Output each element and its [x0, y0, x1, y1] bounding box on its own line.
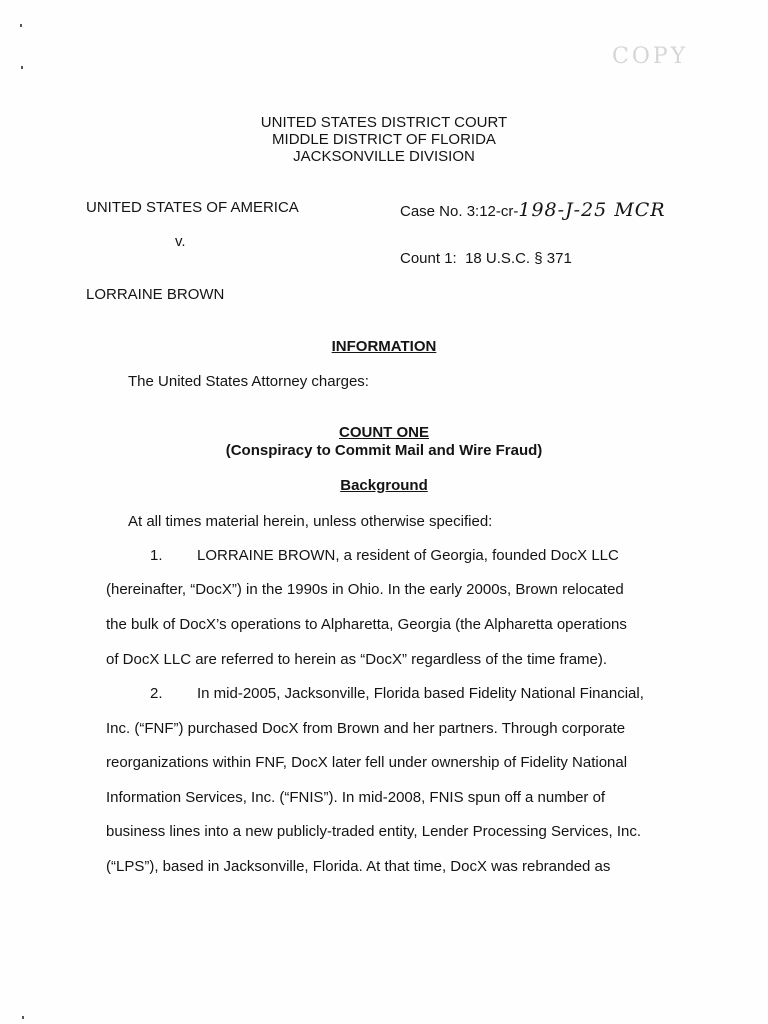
- document-title: INFORMATION: [331, 338, 437, 355]
- count-heading: COUNT ONE: [339, 424, 429, 441]
- court-district: MIDDLE DISTRICT OF FLORIDA: [272, 131, 496, 148]
- court-division: JACKSONVILLE DIVISION: [293, 148, 475, 165]
- defendant-name: LORRAINE BROWN: [86, 286, 225, 303]
- case-number-label: Case No. 3:12-cr-: [400, 203, 519, 220]
- paragraph-line: business lines into a new publicly-traded entity, Lender Processing Services, Inc.: [106, 823, 641, 840]
- paragraph-line: Inc. (“FNF”) purchased DocX from Brown and her partners. Through corporate: [106, 720, 626, 737]
- court-name: UNITED STATES DISTRICT COURT: [260, 114, 508, 131]
- paragraph-number: 1.: [150, 547, 163, 564]
- count-statute: 18 U.S.C. § 371: [465, 250, 572, 267]
- case-number: [400, 199, 666, 221]
- case-number-handwritten: 198-J-25 MCR: [518, 199, 666, 221]
- paragraph-line: of DocX LLC are referred to herein as “DocX” regardless of the time frame).: [106, 651, 608, 668]
- charges-intro: The United States Attorney charges:: [128, 373, 369, 390]
- paragraph-line: Information Services, Inc. (“FNIS”). In mid-2008, FNIS spun off a number of: [106, 789, 606, 806]
- scan-speck: [20, 24, 22, 27]
- paragraph-number: 2.: [150, 685, 163, 702]
- plaintiff-name: UNITED STATES OF AMERICA: [86, 199, 299, 216]
- count-label: Count 1:: [400, 250, 457, 267]
- scan-speck: [22, 1016, 24, 1019]
- paragraph-line: the bulk of DocX’s operations to Alpharetta, Georgia (the Alpharetta operations: [106, 616, 627, 633]
- copy-stamp: COPY: [612, 44, 689, 69]
- paragraph-line: reorganizations within FNF, DocX later fell under ownership of Fidelity National: [106, 754, 628, 771]
- paragraph-line: (“LPS”), based in Jacksonville, Florida. At that time, DocX was rebranded as: [106, 858, 611, 875]
- paragraph-line: In mid-2005, Jacksonville, Florida based Fidelity National Financial,: [197, 685, 644, 702]
- lead-in-text: At all times material herein, unless otherwise specified:: [128, 513, 493, 530]
- scan-speck: [21, 66, 23, 69]
- paragraph-line: LORRAINE BROWN, a resident of Georgia, founded DocX LLC: [197, 547, 619, 564]
- section-heading: Background: [340, 477, 428, 494]
- versus-label: v.: [175, 233, 186, 250]
- count-citation: [400, 250, 572, 267]
- paragraph-line: (hereinafter, “DocX”) in the 1990s in Ohio. In the early 2000s, Brown relocated: [106, 581, 624, 598]
- count-subheading: (Conspiracy to Commit Mail and Wire Fraud): [225, 442, 543, 459]
